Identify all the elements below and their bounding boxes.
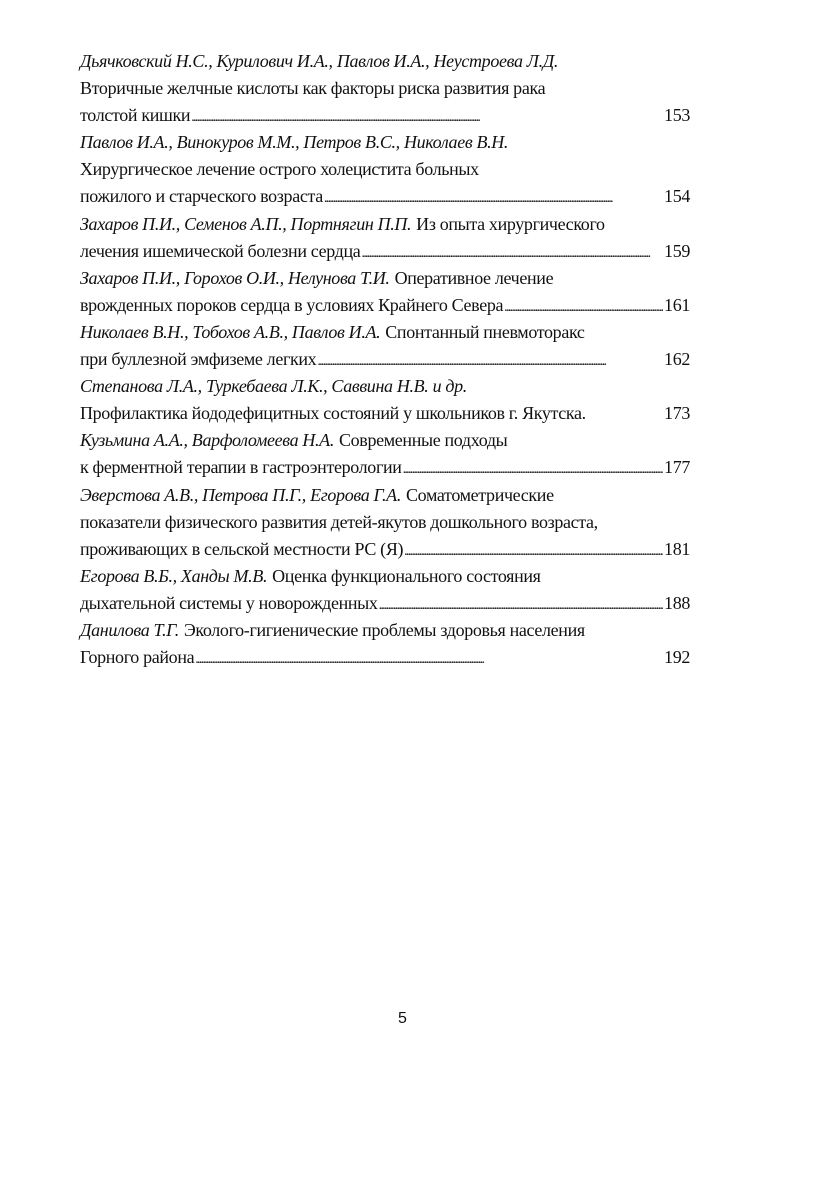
toc-line (80, 346, 690, 373)
entry-title: к ферментной терапии в гастроэнтерологии (80, 457, 402, 478)
entry-authors: Дьячковский Н.С., Курилович И.А., Павлов И.А., Неустроева Л.Д. (80, 51, 558, 71)
toc-entry (80, 48, 690, 129)
dot-leader (317, 346, 663, 375)
entry-page-number: 181 (664, 538, 690, 559)
entry-title: Спонтанный пневмоторакс (385, 321, 585, 342)
toc-line (80, 75, 690, 102)
toc-line (80, 373, 690, 400)
toc-line (80, 427, 690, 454)
entry-authors: Павлов И.А., Винокуров М.М., Петров В.С., Николаев В.Н. (80, 132, 509, 153)
toc-line (80, 183, 690, 210)
toc-entry (80, 482, 690, 563)
entry-authors: Эверстова А.В., Петрова П.Г., Егорова Г.А. (80, 484, 401, 505)
toc-line (80, 590, 690, 617)
toc-line (80, 536, 690, 563)
entry-title: дыхательной системы у новорожденных (80, 592, 378, 613)
toc-line (80, 454, 690, 481)
page-number: 5 (398, 1010, 407, 1027)
dot-leader (361, 238, 663, 267)
entry-authors: Захаров П.И., Горохов О.И., Нелунова Т.И. (80, 267, 390, 288)
toc-line (80, 238, 690, 265)
toc-line (80, 102, 690, 129)
entry-title: толстой кишки (80, 105, 191, 126)
entry-title: Оперативное лечение (394, 267, 554, 288)
toc-entry (80, 563, 690, 617)
entry-page-number: 154 (664, 186, 690, 207)
entry-authors: Кузьмина А.А., Варфоломеева Н.А. (80, 430, 334, 451)
dot-leader (379, 590, 663, 619)
entry-authors: Степанова Л.А., Туркебаева Л.К., Саввина Н.В. и др. (80, 376, 467, 397)
entry-authors: Данилова Т.Г. (80, 619, 179, 640)
toc-line (80, 400, 690, 427)
entry-title: Из опыта хирургического (416, 213, 605, 234)
entry-page-number: 192 (664, 647, 690, 668)
dot-leader (324, 183, 663, 212)
entry-title: пожилого и старческого возраста (80, 186, 323, 207)
entry-title: Современные подходы (338, 430, 508, 451)
entry-title: Профилактика йододефицитных состояний у школьников г. Якутска. (80, 403, 586, 424)
entry-page-number: 159 (664, 240, 690, 261)
toc-line (80, 129, 690, 156)
entry-title: врожденных пороков сердца в условиях Крайнего Севера (80, 294, 504, 315)
dot-leader (404, 536, 663, 565)
entry-title: Соматометрические (405, 484, 554, 505)
toc-line (80, 644, 690, 671)
entry-title: Хирургическое лечение острого холецистита больных (80, 159, 479, 180)
entry-title: проживающих в сельской местности РС (Я) (80, 538, 404, 559)
entry-title: Эколого-гигиенические проблемы здоровья населения (183, 619, 585, 640)
entry-page-number: 161 (664, 294, 690, 315)
entry-page-number: 177 (664, 457, 690, 478)
entry-title: Вторичные желчные кислоты как факторы риска развития рака (80, 78, 546, 99)
entry-page-number: 153 (664, 105, 690, 126)
toc-line (80, 319, 690, 346)
toc-entry (80, 211, 690, 265)
entry-authors: Егорова В.Б., Ханды М.В. (80, 565, 268, 586)
toc-entry (80, 427, 690, 481)
toc-line (80, 211, 690, 238)
toc-line (80, 48, 690, 75)
dot-leader (403, 454, 663, 483)
toc-line (80, 509, 690, 536)
dot-leader (504, 292, 663, 321)
dot-leader (195, 644, 663, 673)
toc-line (80, 292, 690, 319)
toc-line (80, 563, 690, 590)
toc-entry (80, 373, 690, 427)
entry-title: Горного района (80, 647, 195, 668)
toc-line (80, 617, 690, 644)
toc-entry (80, 319, 690, 373)
toc-line (80, 482, 690, 509)
toc-line (80, 265, 690, 292)
toc-entry (80, 129, 690, 210)
table-of-contents (80, 48, 690, 671)
dot-leader (191, 102, 663, 131)
entry-title: Оценка функционального состояния (272, 565, 541, 586)
entry-title: при буллезной эмфиземе легких (80, 349, 317, 370)
entry-page-number: 173 (664, 403, 690, 424)
toc-entry (80, 617, 690, 671)
entry-authors: Николаев В.Н., Тобохов А.В., Павлов И.А. (80, 321, 381, 342)
entry-page-number: 188 (664, 592, 690, 613)
entry-title: показатели физического развития детей-якутов дошкольного возраста, (80, 511, 598, 532)
toc-line (80, 156, 690, 183)
toc-entry (80, 265, 690, 319)
entry-page-number: 162 (664, 349, 690, 370)
entry-authors: Захаров П.И., Семенов А.П., Портнягин П.П. (80, 213, 412, 234)
entry-title: лечения ишемической болезни сердца (80, 240, 361, 261)
